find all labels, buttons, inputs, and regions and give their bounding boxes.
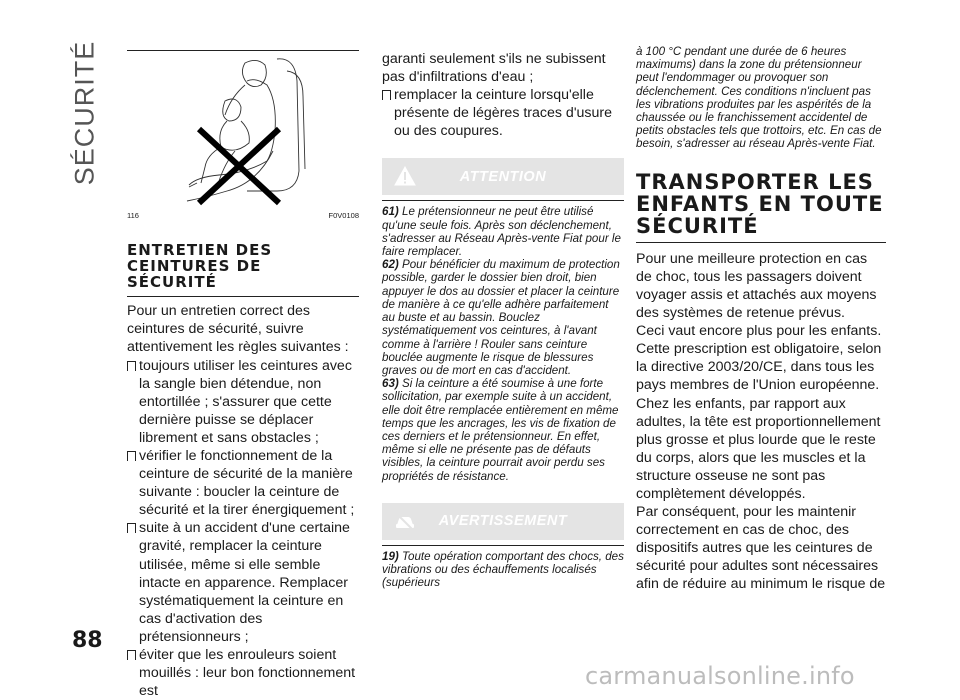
note-continuation: à 100 °C pendant une durée de 6 heures maximums) dans la zone du prétensionneur peut l'endommager ou provoquer son déclenchement. Ces conditions n'incluent pas les vibrations produites par les aspérités de la chaussée ou le franchissement accidentel de petits obstacles tels que trottoirs, etc. En cas de besoin, s'adresser au réseau Après-vente Fiat. [636, 45, 882, 151]
paragraph: Ceci vaut encore plus pour les enfants. [636, 323, 882, 340]
heading-child-safety: TRANSPORTER LES ENFANTS EN TOUTE SÉCURITÉ [636, 171, 886, 243]
figure-number: 116 [127, 211, 139, 220]
attention-banner [382, 158, 624, 195]
bullet-marker [382, 90, 391, 100]
list-item: vérifier le fonctionnement de la ceinture de sécurité de la manière suivante : boucler la ceinture de sécurité et la tirer énergiquement ; [127, 447, 359, 519]
page-number: 88 [72, 628, 103, 653]
attention-notes [382, 200, 624, 482]
intro-paragraph: Pour un entretien correct des ceintures de sécurité, suivre attentivement les règles suivantes : [127, 303, 349, 356]
bullet-marker [127, 451, 136, 461]
bullet-marker [127, 361, 136, 371]
bullet-marker [127, 523, 136, 533]
warning-title: AVERTISSEMENT [438, 513, 568, 530]
continuation-text: garanti seulement s'ils ne subissent pas d'infiltrations d'eau ; [382, 51, 606, 86]
bullet-marker [127, 650, 136, 660]
figure-code: F0V0108 [328, 211, 359, 220]
heading-belt-maintenance: ENTRETIEN DES CEINTURES DE SÉCURITÉ [127, 243, 359, 297]
note-item: 61) Le prétensionneur ne peut être utilisé qu'une seule fois. Après son déclenchement, s'adresser au Réseau Après-vente Fiat pour le faire remplacer. [382, 205, 621, 259]
paragraph: Cette prescription est obligatoire, selon la directive 2003/20/CE, dans tous les pays membres de l'Union européenne. [636, 341, 882, 394]
list-item: suite à un accident d'une certaine gravité, remplacer la ceinture utilisée, même si elle semble intacte en apparence. Remplacer systématiquement la ceinture en cas d'activation des prétensionneurs ; [127, 519, 359, 646]
list-item: toujours utiliser les ceintures avec la sangle bien détendue, non entortillée ; s'assurer que cette dernière puisse se déplacer librement et sans obstacles ; [127, 357, 359, 447]
figure-illustration [127, 51, 359, 209]
note-item: 63) Si la ceinture a été soumise à une forte sollicitation, par exemple suite à un accident, elle doit être remplacée entièrement en même temps que les ancrages, les vis de fixation de ces derniers et le prétensionneur. En effet, même si elle ne présente pas de défauts visibles, la ceinture pourrait avoir perdu ses propriétés de résistance. [382, 377, 619, 483]
paragraph: Par conséquent, pour les maintenir correctement en cas de choc, des dispositifs autres que les ceintures de sécurité pour adultes sont nécessaires afin de réduire au minimum le risque de [636, 504, 886, 593]
column-1 [127, 50, 359, 700]
list-item: éviter que les enrouleurs soient mouillés : leur bon fonctionnement est [127, 646, 359, 700]
watermark: carmanualsonline.info [585, 662, 855, 690]
note-item: 62) Pour bénéficier du maximum de protection possible, garder le dossier bien droit, bien appuyer le dos au dossier et placer la ceinture de manière à ce qu'elle adhère parfaitement au buste et au bassin. Bouclez systématiquement vos ceintures, à l'avant comme à l'arrière ! Rouler sans ceinture bouclée augmente le risque de blessures graves ou de mort en cas d'accident. [382, 258, 620, 377]
warning-triangle-icon [394, 166, 416, 186]
warning-notes [382, 545, 624, 590]
car-warning-icon [394, 511, 416, 531]
column-3 [636, 45, 886, 594]
attention-title: ATTENTION [459, 168, 547, 185]
child-on-lap-illustration [127, 51, 359, 209]
paragraph: Chez les enfants, par rapport aux adultes, la tête est proportionnellement plus grosse et plus lourde que le reste du corps, alors que les muscles et la structure osseuse ne sont pas complètement développés. [636, 395, 881, 502]
note-item: 19) Toute opération comportant des chocs, des vibrations ou des échauffements localisés (supérieurs [382, 549, 624, 590]
figure-caption [127, 211, 359, 220]
list-item: remplacer la ceinture lorsqu'elle présente de légères traces d'usure ou des coupures. [382, 86, 624, 140]
paragraph: Pour une meilleure protection en cas de choc, tous les passagers doivent voyager assis et attachés aux moyens des systèmes de retenue prévus. [636, 250, 877, 322]
column-2 [382, 50, 624, 589]
section-title: SÉCURITÉ [69, 40, 100, 186]
warning-banner [382, 503, 624, 540]
